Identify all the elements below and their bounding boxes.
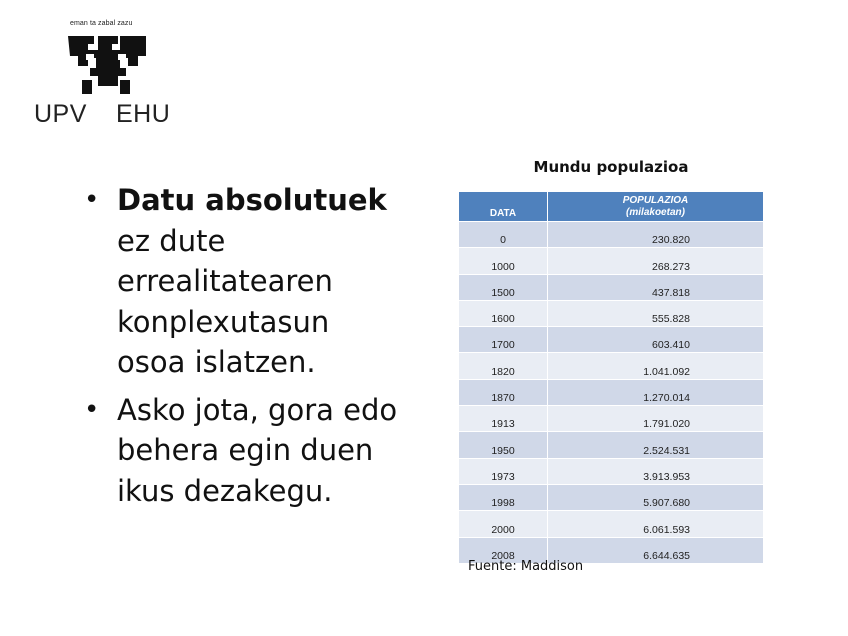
cell-population: 437.818: [548, 274, 764, 300]
logo-ehu-text: EHU: [116, 100, 171, 128]
bullet-text: [117, 180, 404, 383]
table-row: [459, 222, 764, 248]
university-logo: [30, 14, 180, 134]
cell-year: 1998: [459, 484, 548, 510]
cell-population: 6.061.593: [548, 511, 764, 537]
column-header-population: [548, 192, 764, 222]
table-title: Mundu populazioa: [533, 158, 689, 176]
cell-population: 5.907.680: [548, 484, 764, 510]
cell-year: 0: [459, 222, 548, 248]
bullet-item: [84, 180, 404, 383]
cell-population: 6.644.635: [548, 537, 764, 563]
column-header-population-unit: (milakoetan): [626, 206, 685, 218]
cell-year: 1950: [459, 432, 548, 458]
cell-year: 1913: [459, 406, 548, 432]
cell-population: 555.828: [548, 300, 764, 326]
table-row: [459, 511, 764, 537]
cell-year: 1700: [459, 327, 548, 353]
bullet-dot-icon: •: [84, 394, 100, 425]
bullet-body-text: ez dute errealitatearen konplexutasun osoa islatzen.: [117, 223, 333, 379]
table-row: [459, 327, 764, 353]
table-row: [459, 353, 764, 379]
cell-population: 1.270.014: [548, 379, 764, 405]
bullet-text: [117, 390, 404, 512]
population-table: [458, 191, 764, 564]
cell-population: 2.524.531: [548, 432, 764, 458]
cell-year: 1820: [459, 353, 548, 379]
cell-year: 1500: [459, 274, 548, 300]
logo-motto: eman ta zabal zazu: [70, 20, 133, 27]
logo-tree-icon: [64, 34, 150, 96]
logo-upv-text: UPV: [34, 100, 87, 128]
bullet-list: [84, 180, 404, 518]
table-header-row: [459, 192, 764, 222]
source-note: Fuente: Maddison: [468, 559, 584, 574]
table-row: [459, 484, 764, 510]
cell-year: 1870: [459, 379, 548, 405]
cell-population: 230.820: [548, 222, 764, 248]
table-row: [459, 300, 764, 326]
table-row: [459, 248, 764, 274]
table-row: [459, 274, 764, 300]
cell-year: 2008: [459, 537, 548, 563]
table-row: [459, 458, 764, 484]
bullet-dot-icon: •: [84, 185, 100, 215]
cell-population: 268.273: [548, 248, 764, 274]
bullet-item: [84, 390, 404, 512]
cell-population: 1.791.020: [548, 406, 764, 432]
cell-year: 1600: [459, 300, 548, 326]
column-header-population-label: POPULAZIOA: [622, 194, 689, 206]
table-row: [459, 379, 764, 405]
cell-year: 1973: [459, 458, 548, 484]
bullet-bold-text: Datu absolutuek: [117, 183, 387, 217]
bullet-body-text: Asko jota, gora edo behera egin duen ikus dezakegu.: [117, 392, 398, 508]
table-row: [459, 406, 764, 432]
cell-population: 1.041.092: [548, 353, 764, 379]
cell-population: 3.913.953: [548, 458, 764, 484]
column-header-year: DATA: [459, 192, 548, 222]
table-row: [459, 432, 764, 458]
cell-population: 603.410: [548, 327, 764, 353]
cell-year: 2000: [459, 511, 548, 537]
cell-year: 1000: [459, 248, 548, 274]
